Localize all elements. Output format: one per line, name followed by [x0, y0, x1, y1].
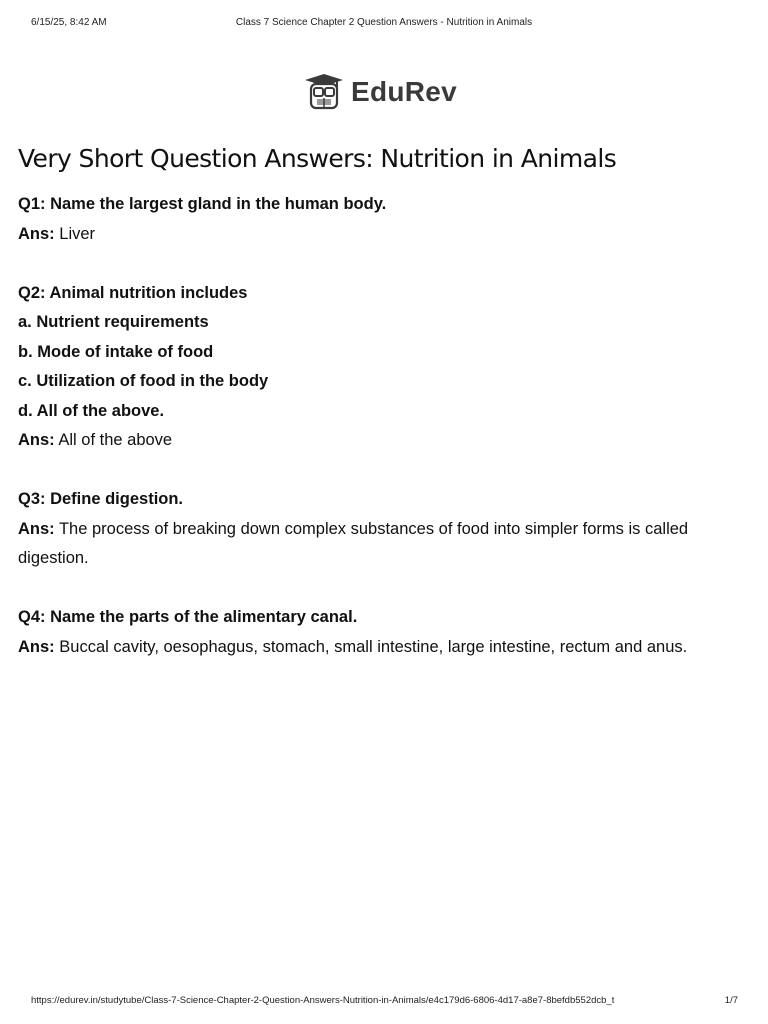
question-1: Q1: Name the largest gland in the human body. [18, 195, 387, 213]
question-2: Q2: Animal nutrition includes [18, 283, 248, 302]
answer-3-text: The process of breaking down complex substances of food into simpler forms is called digestion. [18, 519, 689, 567]
print-header [31, 17, 737, 31]
question-3: Q3: Define digestion. [18, 490, 184, 508]
qa-item-1 [18, 190, 738, 249]
brand-name: EduRev [351, 76, 458, 107]
answer-label: Ans: [18, 224, 55, 243]
option-d: d. All of the above. [18, 401, 165, 420]
print-document-title: Class 7 Science Chapter 2 Question Answers - Nutrition in Animals [235, 17, 533, 28]
question-4: Q4: Name the parts of the alimentary canal. [18, 608, 358, 626]
answer-3 [18, 515, 738, 574]
page-number: 1/7 [724, 995, 738, 1006]
answer-2-text: All of the above [58, 431, 173, 449]
answer-4-text: Buccal cavity, oesophagus, stomach, small intestine, large intestine, rectum and anus. [59, 637, 688, 656]
answer-label: Ans: [18, 431, 55, 449]
edurev-logo[interactable] [303, 72, 473, 112]
qa-item-4 [18, 603, 738, 662]
print-date: 6/15/25, 8:42 AM [31, 17, 107, 28]
answer-2 [18, 426, 738, 456]
document-content [18, 142, 738, 692]
option-a: a. Nutrient requirements [18, 313, 209, 331]
answer-4 [18, 633, 738, 663]
option-c: c. Utilization of food in the body [18, 372, 269, 390]
option-b: b. Mode of intake of food [18, 342, 214, 361]
section-title: Very Short Question Answers: Nutrition in Animals [18, 144, 617, 173]
qa-item-3 [18, 485, 738, 574]
answer-1-text: Liver [59, 224, 96, 243]
print-footer [31, 995, 738, 1009]
edurev-mascot-icon [303, 72, 345, 110]
qa-list [18, 190, 738, 662]
answer-label: Ans: [18, 637, 55, 656]
qa-item-2 [18, 279, 738, 456]
answer-1 [18, 220, 738, 250]
page-url[interactable]: https://edurev.in/studytube/Class-7-Science-Chapter-2-Question-Answers-Nutrition-in-Animals/e4c179d6-6806-4d17-a8e7-8befdb552dcb_t [31, 995, 615, 1006]
answer-label: Ans: [18, 519, 55, 538]
